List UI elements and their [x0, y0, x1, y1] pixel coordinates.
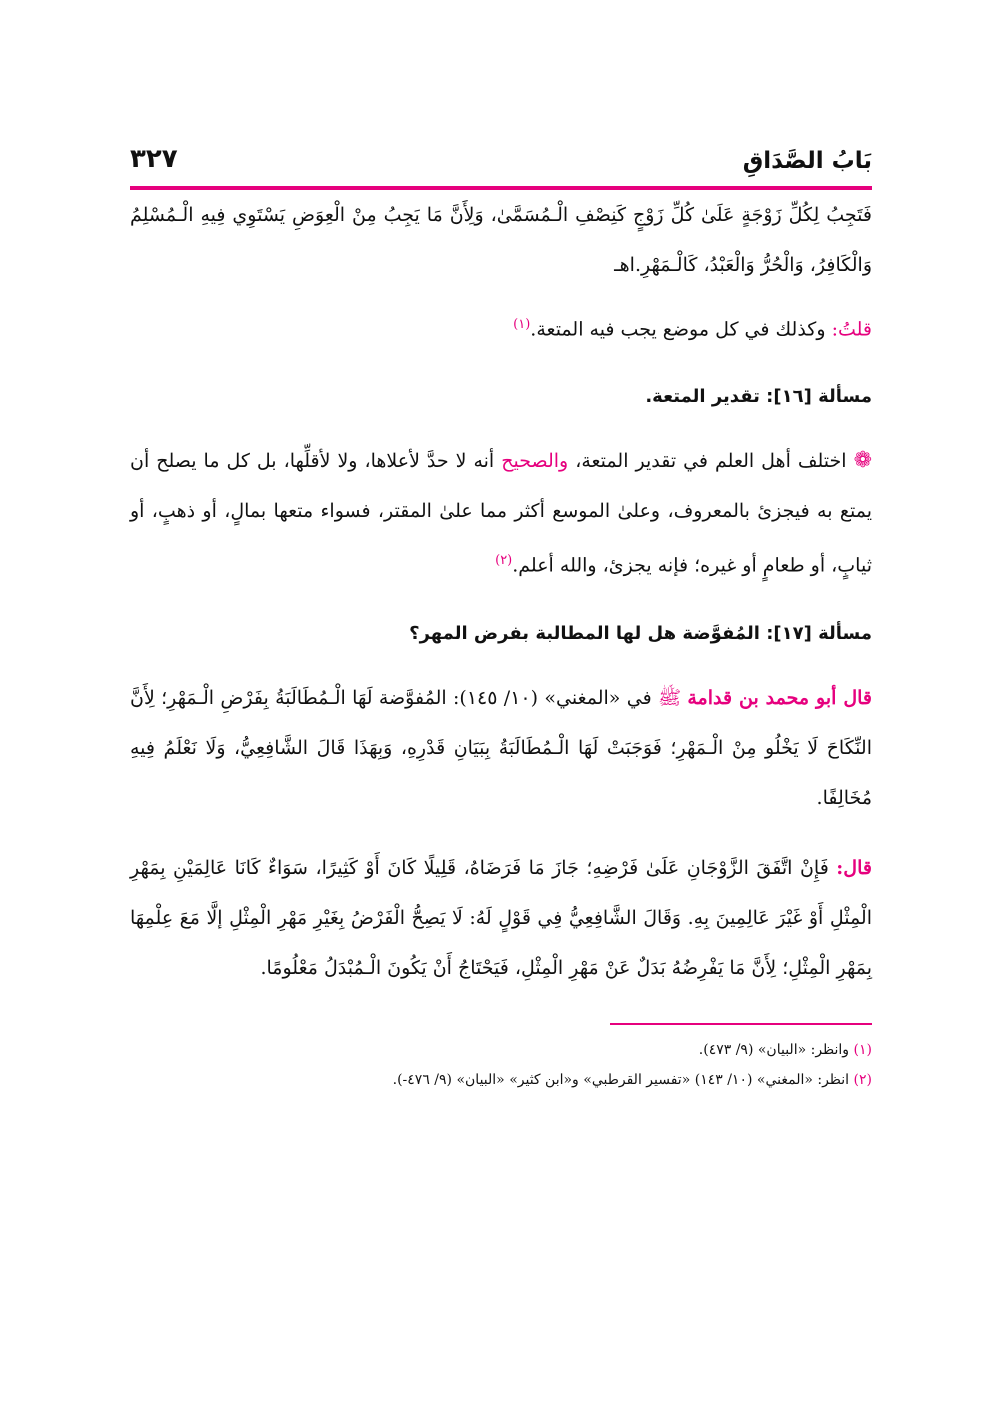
footnote-divider: [610, 1023, 872, 1025]
section-16-text-after: أنه لا حدَّ لأعلاها، ولا لأقلِّها، بل كل ما يصلح أن يمتع به فيجزئ بالمعروف، وعلىٰ الموسع أكثر مما علىٰ المقتر، فسواء متعها بمالٍ، أو ذهبٍ، أو ثيابٍ، أو طعامٍ أو غيره؛ فإنه يجزئ، والله أعلم.: [130, 450, 872, 577]
footnotes: [130, 1035, 872, 1095]
note-paragraph: [130, 300, 872, 354]
section-17-qala-paragraph: [130, 843, 872, 993]
note-label: قلتُ:: [831, 318, 872, 341]
page-number: ٣٢٧: [130, 144, 178, 174]
footnote-1-number: (١): [853, 1041, 872, 1058]
footnote-2: [130, 1065, 872, 1095]
section-17-intro-text: في «المغني» (١٠/ ١٤٥): المُفوَّضة لَهَا الْـمُطَالَبَةُ بِفَرْضِ الْـمَهْرِ؛ لِأَنَّ النِّكَاحَ لَا يَخْلُو مِنْ الْـمَهْرِ؛ فَوَجَبَتْ لَهَا الْـمُطَالَبَةُ بِبَيَانِ قَدْرِهِ، وَبِهَذَا قَالَ الشَّافِعِيُّ، وَلَا نَعْلَمُ فِيهِ مُخَالِفًا.: [130, 686, 872, 809]
running-title: بَابُ الصَّدَاقِ: [742, 148, 872, 174]
footnote-ref-2[interactable]: (٢): [495, 553, 513, 569]
flower-icon: ❁: [853, 448, 872, 474]
footnote-1: [130, 1035, 872, 1065]
section-16-heading: مسألة [١٦]: تقدير المتعة.: [645, 386, 872, 408]
page-header: [130, 118, 872, 174]
footnote-2-number: (٢): [853, 1071, 872, 1088]
section-16-highlight: والصحيح: [501, 450, 569, 473]
section-17-intro-paragraph: [130, 673, 872, 823]
section-16-paragraph: [130, 436, 872, 590]
section-16-text-before: اختلف أهل العلم في تقدير المتعة،: [568, 450, 854, 473]
section-17-heading: مسألة [١٧]: المُفوَّضة هل لها المطالبة بفرض المهر؟: [409, 622, 872, 644]
footnote-2-text: انظر: «المغني» (١٠/ ١٤٣) «تفسير القرطبي» و«ابن كثير» «البيان» (٩/ ٤٧٦-).: [392, 1071, 854, 1088]
honorific: ﷺ: [658, 686, 688, 709]
footnote-ref-1[interactable]: (١): [513, 317, 531, 332]
note-text: وكذلك في كل موضع يجب فيه المتعة.: [530, 318, 832, 341]
continued-quote-paragraph: فَتَجِبُ لِكُلِّ زَوْجَةٍ عَلَىٰ كُلِّ زَوْجٍ كَنِصْفِ الْـمُسَمَّىٰ، وَلِأَنَّ مَا يَجِبُ مِنْ الْعِوَضِ يَسْتَوِي فِيهِ الْـمُسْلِمُ وَالْكَافِرُ، وَالْحُرُّ وَالْعَبْدُ، كَالْـمَهْرِ.اهـ: [130, 204, 872, 276]
section-17-qala-text: فَإِنْ اتَّفَقَ الزَّوْجَانِ عَلَىٰ فَرْضِهِ؛ جَازَ مَا فَرَضَاهُ، قَلِيلًا كَانَ أَوْ كَثِيرًا، سَوَاءٌ كَانَا عَالِمَيْنِ بِمَهْرِ الْمِثْلِ أَوْ غَيْرَ عَالِمِينَ بِهِ. وَقَالَ الشَّافِعِيُّ فِي قَوْلٍ لَهُ: لَا يَصِحُّ الْفَرْضُ بِغَيْرِ مَهْرِ الْمِثْلِ إلَّا مَعَ عِلْمِهَا بِمَهْرِ الْمِثْلِ؛ لِأَنَّ مَا يَفْرِضُهُ بَدَلٌ عَنْ مَهْرِ الْمِثْلِ، فَيَحْتَاجُ أَنْ يَكُونَ الْـمُبْدَلُ مَعْلُومًا.: [130, 856, 872, 979]
main-text: [130, 190, 872, 993]
footnote-1-text: وانظر: «البيان» (٩/ ٤٧٣).: [698, 1041, 854, 1058]
qala-label: قال:: [836, 856, 872, 879]
ibn-qudama-label: قال أبو محمد بن قدامة: [687, 686, 872, 709]
